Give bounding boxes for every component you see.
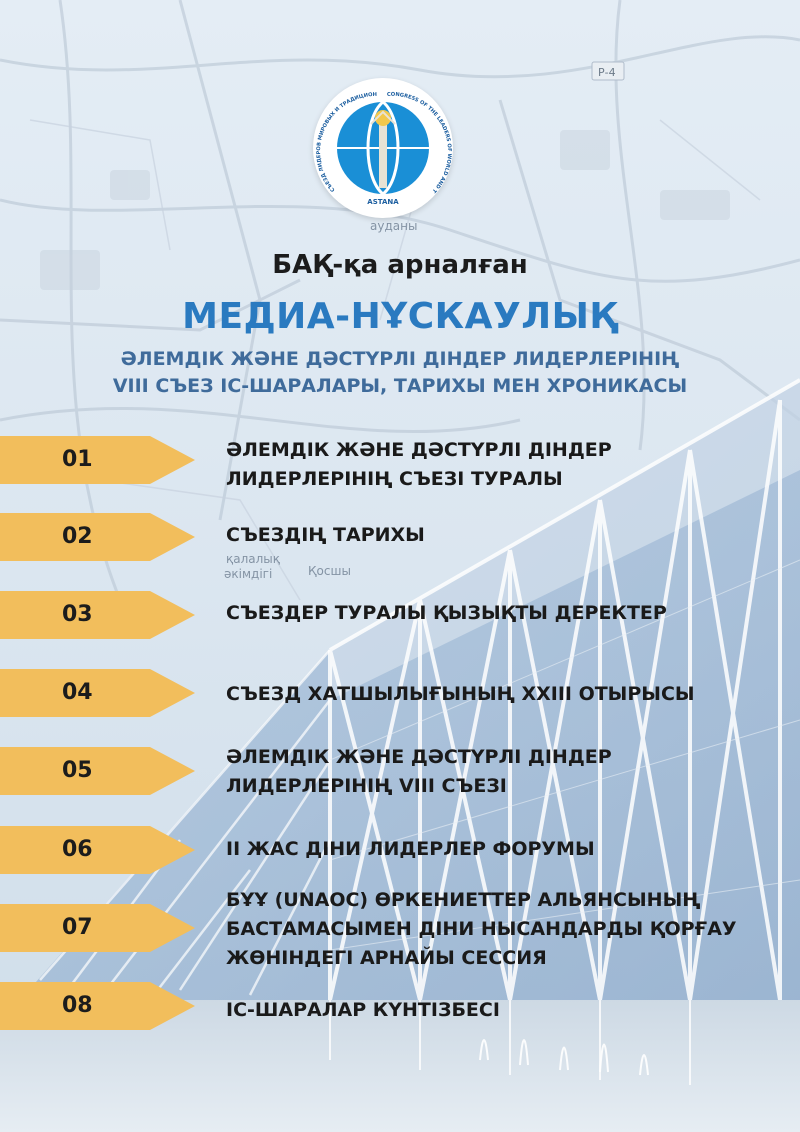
item-title [226, 996, 791, 1025]
page-title: МЕДИА-НҰСКАУЛЫҚ [182, 296, 618, 337]
map-road-sign: Р-4 [598, 66, 616, 79]
item-title [226, 835, 791, 864]
item-title-line: ЖӨНІНДЕГІ АРНАЙЫ СЕССИЯ [226, 947, 547, 969]
item-number: 04 [62, 680, 93, 705]
logo-text-right: CONGRESS OF THE LEADERS OF WORLD AND T [386, 91, 453, 194]
item-title-line: ӘЛЕМДІК ЖӘНЕ ДӘСТҮРЛІ ДІНДЕР [226, 746, 612, 768]
item-number: 05 [62, 758, 93, 783]
item-title [226, 599, 791, 628]
item-number: 01 [62, 447, 93, 472]
description [0, 346, 800, 400]
map-label-kosshy: Қосшы [308, 564, 351, 578]
item-title [226, 680, 791, 709]
subtitle: БАҚ-қа арналған [272, 250, 528, 280]
item-number: 06 [62, 837, 93, 862]
item-title [226, 436, 791, 494]
item-title [226, 743, 791, 801]
item-title-line: II ЖАС ДІНИ ЛИДЕРЛЕР ФОРУМЫ [226, 838, 595, 860]
item-title-line: ЛИДЕРЛЕРІНІҢ VIII СЪЕЗІ [226, 775, 507, 797]
item-title [226, 521, 791, 550]
item-title-line: СЪЕЗД ХАТШЫЛЫҒЫНЫҢ XXIII ОТЫРЫСЫ [226, 683, 695, 705]
item-title-line: ЛИДЕРЛЕРІНІҢ СЪЕЗІ ТУРАЛЫ [226, 468, 563, 490]
logo-text-left: СЪЕЗД ЛИДЕРОВ МИРОВЫХ И ТРАДИЦИОН [316, 91, 378, 193]
item-number: 02 [62, 524, 93, 549]
item-title [226, 886, 791, 973]
item-number: 03 [62, 602, 93, 627]
item-title-line: СЪЕЗДЕР ТУРАЛЫ ҚЫЗЫҚТЫ ДЕРЕКТЕР [226, 602, 667, 624]
description-line: ӘЛЕМДІК ЖӘНЕ ДӘСТҮРЛІ ДІНДЕР ЛИДЕРЛЕРІНІҢ [120, 348, 680, 370]
congress-logo [313, 78, 453, 218]
item-title-line: БҰҰ (UNAOC) ӨРКЕНИЕТТЕР АЛЬЯНСЫНЫҢ [226, 889, 701, 911]
logo-city: ASTANA [367, 198, 399, 206]
description-line: VIII СЪЕЗ ІС-ШАРАЛАРЫ, ТАРИХЫ МЕН ХРОНИКАСЫ [112, 375, 688, 397]
item-number: 07 [62, 915, 93, 940]
item-number: 08 [62, 993, 93, 1018]
baiterek-tower-icon [379, 122, 387, 188]
item-title-line: СЪЕЗДІҢ ТАРИХЫ [226, 524, 425, 546]
map-label-audany: ауданы [370, 219, 418, 233]
item-title-line: ӘЛЕМДІК ЖӘНЕ ДӘСТҮРЛІ ДІНДЕР [226, 439, 612, 461]
item-title-line: БАСТАМАСЫМЕН ДІНИ НЫСАНДАРДЫ ҚОРҒАУ [226, 918, 737, 940]
item-title-line: ІС-ШАРАЛАР КҮНТІЗБЕСІ [226, 999, 500, 1021]
map-label-kala: қалалық [226, 552, 281, 566]
map-label-akim: әкімдігі [224, 567, 273, 581]
